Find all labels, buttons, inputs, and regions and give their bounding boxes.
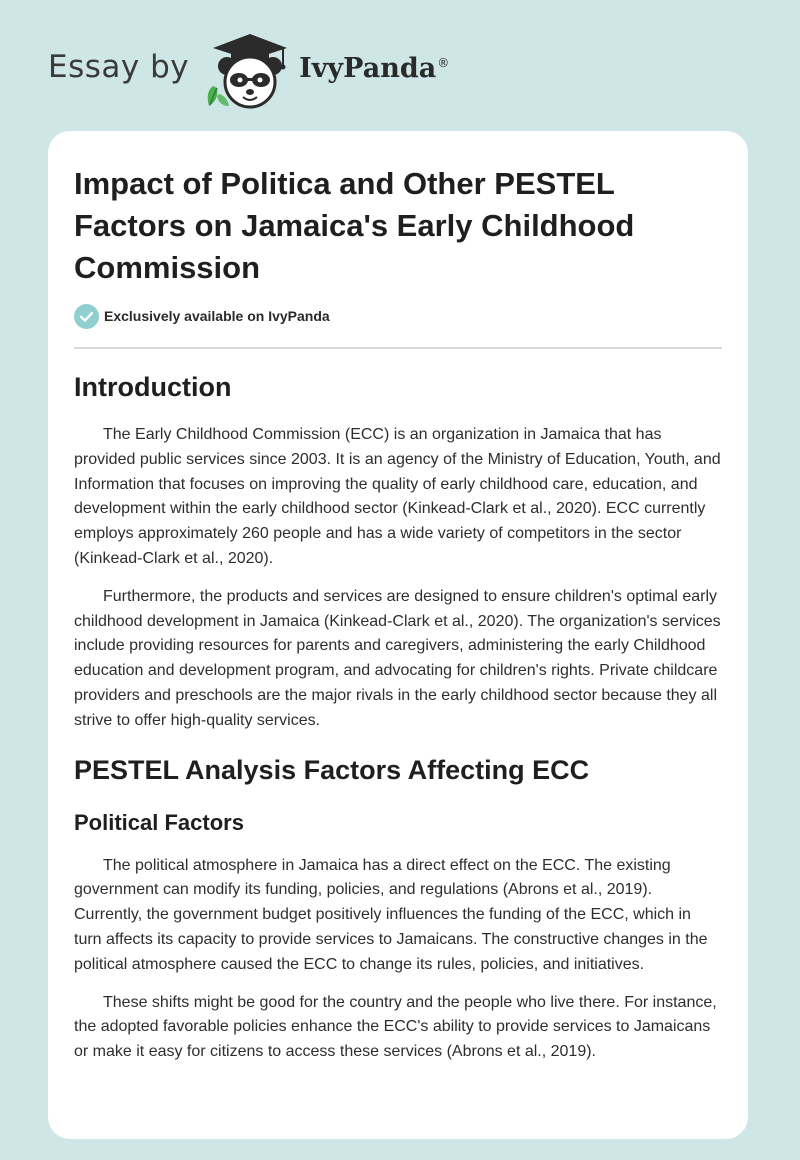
site-header[interactable] (48, 30, 449, 110)
check-circle-icon (74, 304, 99, 329)
divider (74, 347, 722, 349)
registered-mark: ® (437, 55, 450, 70)
exclusive-badge-label: Exclusively available on IvyPanda (104, 308, 330, 324)
panda-logo-icon (203, 30, 297, 110)
political-paragraph-2: These shifts might be good for the country and the people who live there. For instance, the adopted favorable policies enhance the ECC's ability to provide services to Jamaicans or make it easy for citizens to access these services (Abrons et al., 2019). (74, 993, 717, 1061)
article-title: Impact of Politica and Other PESTEL Factors on Jamaica's Early Childhood Commission (74, 166, 635, 285)
article-card (48, 131, 748, 1139)
political-factors-heading: Political Factors (74, 809, 244, 835)
essay-by-label: Essay by (48, 49, 190, 85)
introduction-paragraph-1: The Early Childhood Commission (ECC) is an organization in Jamaica that has provided public services since 2003. It is an agency of the Ministry of Education, Youth, and Information that focuses on improving the quality of early childhood care, education, and development within the early childhood sector (Kinkead-Clark et al., 2020). ECC currently employs approximately 260 people and has a wide variety of competitors in the sector (Kinkead-Clark et al., 2020). (74, 426, 721, 567)
pestel-heading: PESTEL Analysis Factors Affecting ECC (74, 754, 590, 785)
introduction-paragraph-2: Furthermore, the products and services are designed to ensure children's optimal early childhood development in Jamaica (Kinkead-Clark et al., 2020). The organization's services include providing resources for parents and caregivers, administering the early Childhood education and development program, and advocating for children's rights. Private childcare providers and preschools are the major rivals in the early childhood sector because they all strive to offer high-quality services. (74, 587, 721, 729)
exclusive-badge (74, 303, 722, 329)
introduction-heading: Introduction (74, 372, 232, 402)
political-paragraph-1: The political atmosphere in Jamaica has a direct effect on the ECC. The existing government can modify its funding, policies, and regulations (Abrons et al., 2019). Currently, the government budget positively influences the funding of the ECC, which in turn affects its capacity to provide services to Jamaicans. The constructive changes in the political atmosphere caused the ECC to change its rules, policies, and initiatives. (74, 856, 708, 973)
brand-name: IvyPanda® (299, 52, 450, 84)
